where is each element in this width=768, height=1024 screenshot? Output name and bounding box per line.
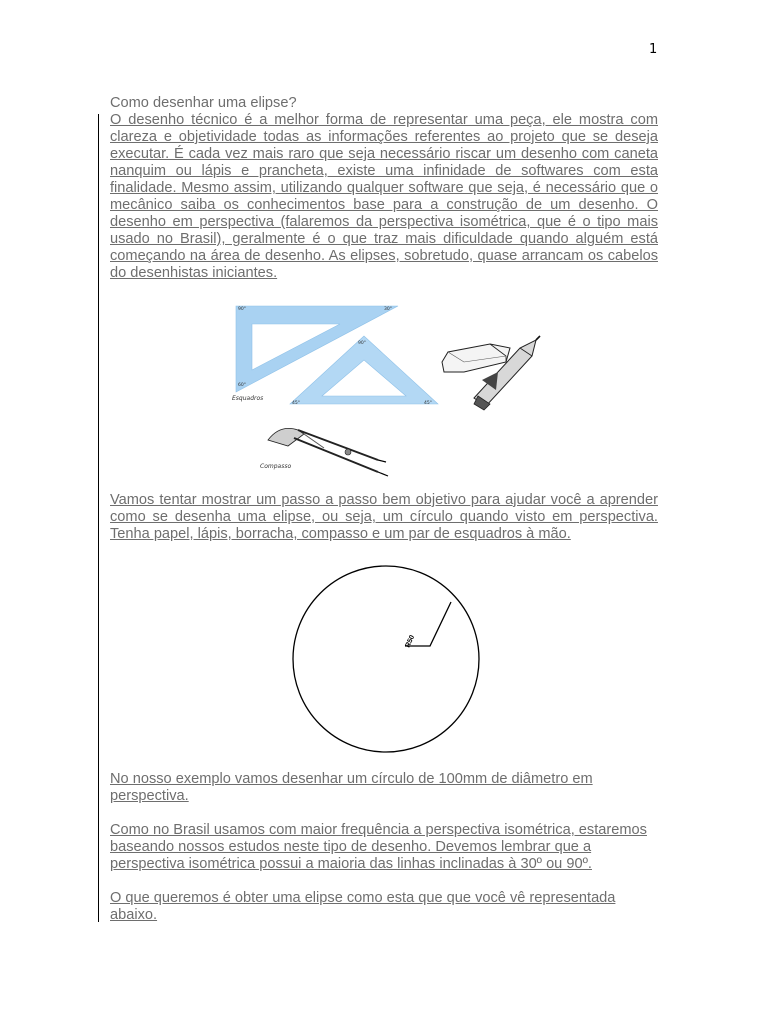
angle-label-30: 30° xyxy=(384,307,392,312)
page-title: Como desenhar uma elipse? xyxy=(110,95,297,111)
revision-bar xyxy=(98,114,99,922)
paragraph-intro-text: O desenho técnico é a melhor forma de representar uma peça, ele mostra com clareza e objetividade todas as informações referentes ao projeto que se deseja executar. É cada vez mais raro que seja necessário riscar um desenho com caneta nanquim ou lápis e prancheta, existe uma infinidade de softwares com esta finalidade. Mesmo assim, utilizando qualquer software que seja, é necessário que o mecânico saiba os conhecimentos base para a construção de um desenho. O desenho em perspectiva (falaremos da perspectiva isométrica, que é o tipo mais usado no Brasil), geralmente é o que traz mais dificuldade quando alguém está começando na área de desenho. As elipses, sobretudo, quase arrancam os cabelos do desenhistas iniciantes. xyxy=(110,112,658,281)
paragraph-example xyxy=(110,771,658,805)
paragraph-brasil-text: Como no Brasil usamos com maior frequência a perspectiva isométrica, estaremos baseando nossos estudos neste tipo de desenho. Devemos lembrar que a perspectiva isométrica possui a maioria das linhas inclinadas à 30º ou 90º. xyxy=(110,822,647,872)
radius-dimension-label: R50 xyxy=(404,634,417,649)
angle-label-90-b: 90° xyxy=(358,341,366,346)
paragraph-intro xyxy=(110,112,658,282)
paragraph-step-text: Vamos tentar mostrar um passo a passo bem objetivo para ajudar você a aprender como se desenha uma elipse, ou seja, um círculo quando visto em perspectiva. Tenha papel, lápis, borracha, compasso e um par de esquadros à mão. xyxy=(110,492,658,542)
angle-label-90: 90° xyxy=(238,307,246,312)
page-number: 1 xyxy=(649,42,658,57)
label-compass: Compasso xyxy=(260,463,292,470)
drawing-tools-figure xyxy=(228,300,548,482)
paragraph-brasil xyxy=(110,822,658,873)
label-squares: Esquadros xyxy=(232,395,264,402)
paragraph-goal xyxy=(110,890,658,924)
paragraph-goal-text: O que queremos é obter uma elipse como esta que que você vê representada abaixo. xyxy=(110,890,616,923)
eraser-icon xyxy=(442,344,510,372)
angle-label-60: 60° xyxy=(238,383,246,388)
angle-label-45-left: 45° xyxy=(292,401,300,406)
circle-figure xyxy=(288,562,484,758)
angle-label-45-right: 45° xyxy=(424,401,432,406)
paragraph-step xyxy=(110,492,658,543)
circle-100mm xyxy=(293,566,479,752)
paragraph-example-text: No nosso exemplo vamos desenhar um círculo de 100mm de diâmetro em perspectiva. xyxy=(110,771,593,804)
